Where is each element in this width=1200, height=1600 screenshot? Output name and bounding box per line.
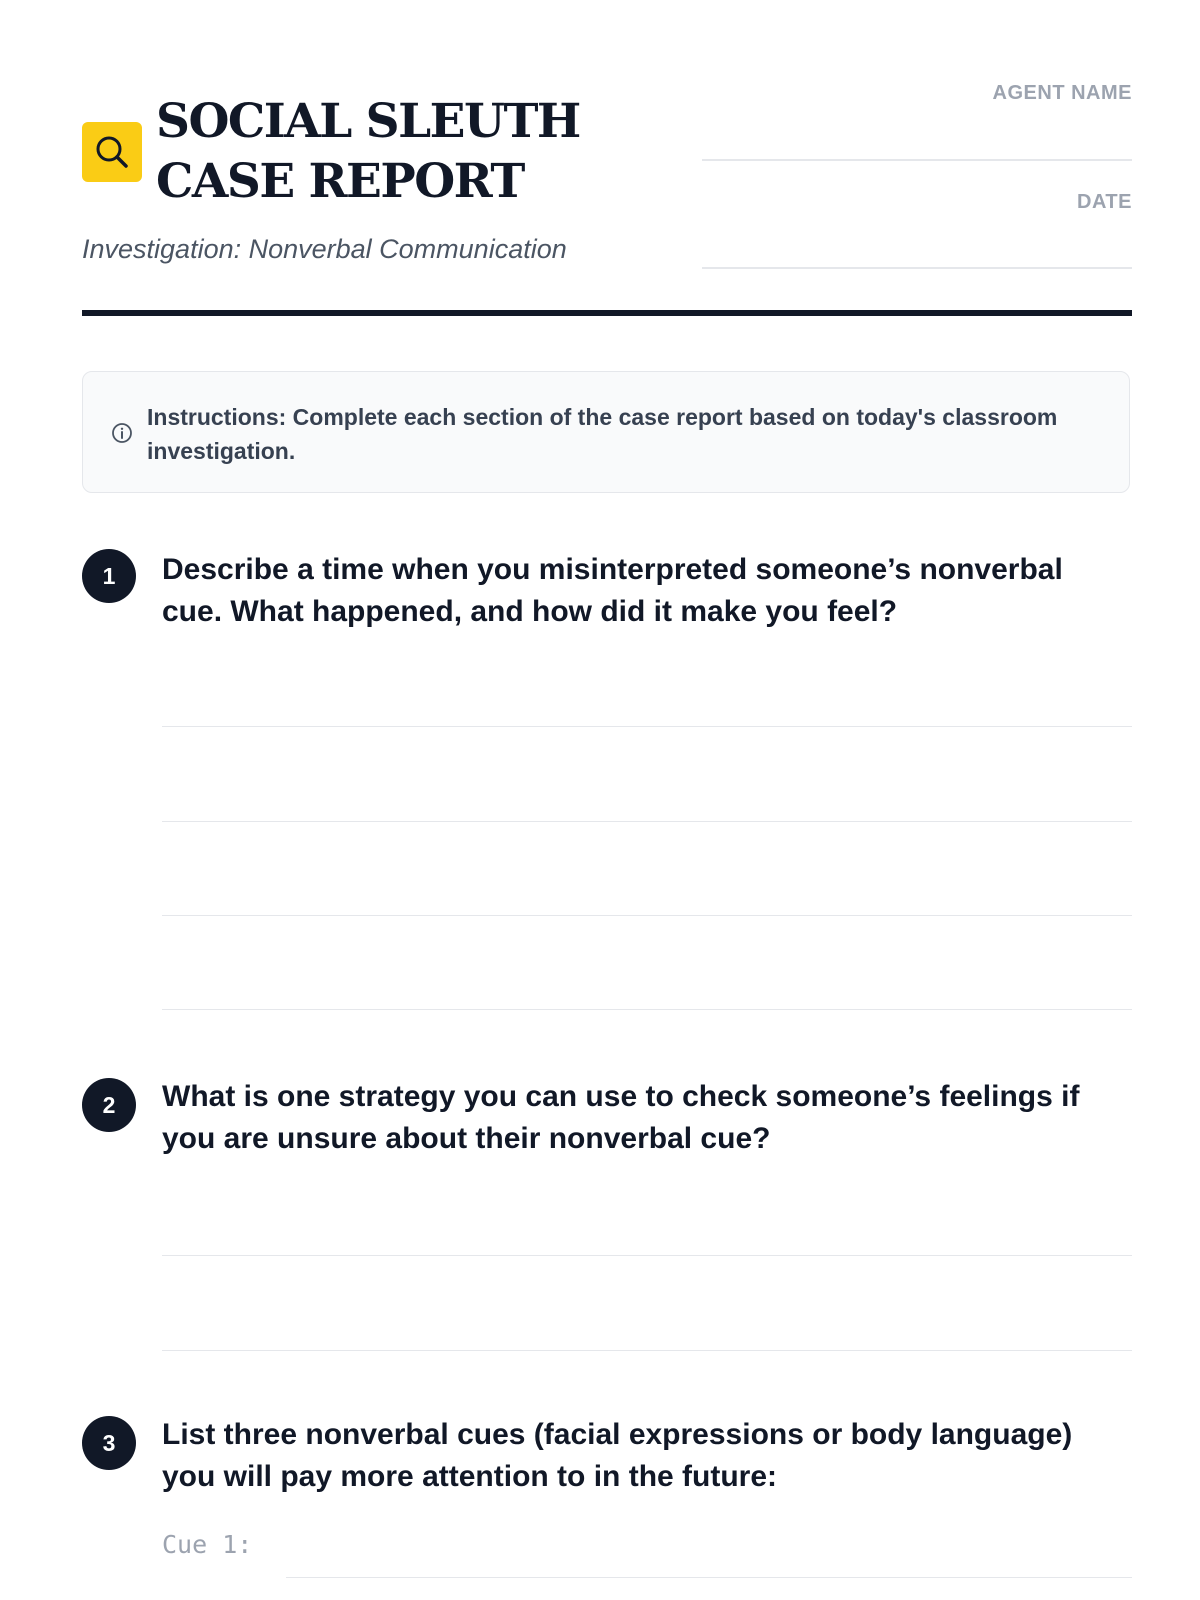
agent-name-field[interactable] [702,159,1132,161]
question-number-badge: 3 [82,1416,136,1470]
agent-name-label: AGENT NAME [992,82,1132,104]
answer-line[interactable] [162,915,1132,916]
question-text: Describe a time when you misinterpreted someone’s nonverbal cue. What happened, and how did it make you feel? [162,553,1063,628]
instructions-text: Instructions: Complete each section of the case report based on today's classroom investigation. [147,404,1058,464]
answer-line[interactable] [162,726,1132,727]
answer-line[interactable] [162,1350,1132,1351]
info-icon [111,422,133,444]
logo-badge [82,122,142,182]
cue-1-label: Cue 1: [162,1530,253,1559]
header-divider [82,310,1132,316]
question-number-badge: 1 [82,549,136,603]
report-header [82,0,1132,318]
question-text: What is one strategy you can use to check someone’s feelings if you are unsure about their nonverbal cue? [162,1080,1080,1155]
date-label: DATE [1077,191,1132,213]
date-field[interactable] [702,267,1132,269]
magnifier-icon [94,134,130,170]
answer-line[interactable] [162,1009,1132,1010]
case-report-page [82,0,1132,1559]
question-number-badge: 2 [82,1078,136,1132]
question-text: List three nonverbal cues (facial expressions or body language) you will pay more attention to in the future: [162,1418,1073,1493]
page-title: SOCIAL SLEUTH CASE REPORT [156,94,580,209]
answer-line[interactable] [162,821,1132,822]
answer-line[interactable] [162,1255,1132,1256]
cue-1-field[interactable] [286,1577,1132,1578]
instructions-box [82,371,1130,493]
page-subtitle: Investigation: Nonverbal Communication [82,234,567,264]
